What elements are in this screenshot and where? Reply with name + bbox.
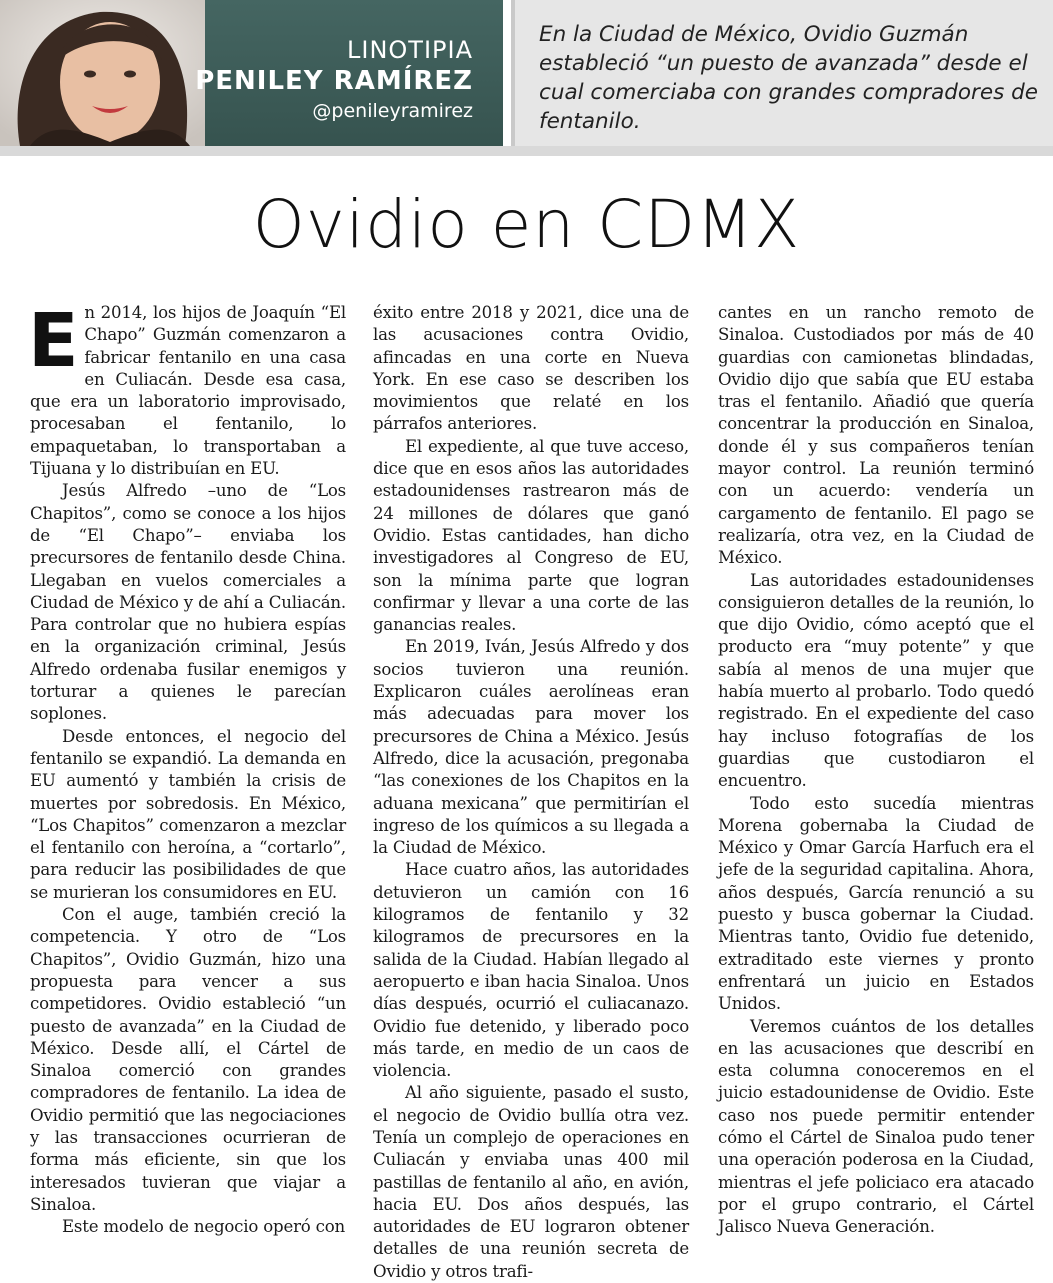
author-photo <box>0 0 205 146</box>
paragraph: Al año siguiente, pasado el susto, el negocio de Ovidio bullía otra vez. Tenía un complejo de operaciones en Culiacán y enviaba unas 400 mil pastillas de fentanilo al año, en avión, hacia EU. Dos años después, las autoridades de EU lograron obtener detalles de una reunión secreta de Ovidio y otros trafi- <box>373 1083 689 1281</box>
paragraph: El expediente, al que tuve acceso, dice que en esos años las autoridades estadounidenses rastrearon más de 24 millones de dólares que ganó Ovidio. Estas cantidades, han dicho investigadores al Congreso de EU, son la mínima parte que logran confirmar y llevar a una corte de las ganancias reales. <box>373 436 689 635</box>
paragraph: Veremos cuántos de los detalles en las acusaciones que describí en esta columna conoceremos en el juicio estadounidense de Ovidio. Este caso nos puede permitir entender cómo el Cártel de Sinaloa pudo tener una operación poderosa en la Ciudad, mientras el jefe policiaco era atacado por el grupo contrario, el Cártel Jalisco Nueva Generación. <box>718 1016 1034 1237</box>
teaser-text: En la Ciudad de México, Ovidio Guzmán estableció “un puesto de avanzada” desde el cual comerciaba con grandes compradores de fentanilo. <box>539 22 1039 134</box>
paragraph: éxito entre 2018 y 2021, dice una de las acusaciones contra Ovidio, afincadas en una corte en Nueva York. En ese caso se describen los movimientos que relaté en los párrafos anteriores. <box>373 303 689 434</box>
paragraph: Hace cuatro años, las autoridades detuvieron un camión con 16 kilogramos de fentanilo y 32 kilogramos de precursores en la salida de la Ciudad. Habían llegado al aeropuerto e iban hacia Sinaloa. Unos días después, ocurrió el culiacanazo. Ovidio fue detenido, y liberado poco más tarde, en medio de un caos de violencia. <box>373 860 689 1081</box>
paragraph: En 2019, Iván, Jesús Alfredo y dos socios tuvieron una reunión. Explicaron cuáles aerolíneas eran más adecuadas para mover los precursores de China a México. Jesús Alfredo, dice la acusación, pregonaba “las conexiones de los Chapitos en la aduana mexicana” que permitirían el ingreso de los químicos a su llegada a la Ciudad de México. <box>373 637 689 858</box>
paragraph: Este modelo de negocio operó con <box>62 1217 346 1237</box>
paragraph: cantes en un rancho remoto de Sinaloa. Custodiados por más de 40 guardias con camionetas blindadas, Ovidio dijo que sabía que EU estaba tras el fentanilo. Añadió que quería concentrar la producción en Sinaloa, donde él y sus compañeros tenían mayor control. La reunión terminó con un acuerdo: vendería un cargamento de fentanilo. El pago se realizaría, otra vez, en la Ciudad de México. <box>718 303 1034 568</box>
article-column-3 <box>718 302 1034 1238</box>
author-handle: @penileyramirez <box>312 100 473 122</box>
paragraph: En 2014, los hijos de Joaquín “El Chapo” Guzmán comenzaron a fabricar fentanilo en una casa en Culiacán. Desde esa casa, que era un laboratorio improvisado, procesaban el fentanilo, lo empaquetaban, lo transportaban a Tijuana y lo distribuían en EU. <box>28 298 346 479</box>
section-kicker: LINOTIPIA <box>347 36 473 64</box>
paragraph: Las autoridades estadounidenses consiguieron detalles de la reunión, lo que dijo Ovidio, cómo aceptó que el producto era “muy potente” y que sabía al menos de una mujer que había muerto al probarlo. Todo quedó registrado. En el expediente del caso hay incluso fotografías de los guardias que custodiaron el encuentro. <box>718 570 1034 791</box>
paragraph: Todo esto sucedía mientras Morena gobernaba la Ciudad de México y Omar García Harfuch era el jefe de la seguridad capitalina. Ahora, años después, García renunció a su puesto y busca gobernar la Ciudad. Mientras tanto, Ovidio fue detenido, extraditado este viernes y pronto enfrentará un juicio en Estados Unidos. <box>718 793 1034 1014</box>
paragraph: Con el auge, también creció la competencia. Y otro de “Los Chapitos”, Ovidio Guzmán, hizo una propuesta para vencer a sus competidores. Ovidio estableció “un puesto de avanzada” en la Ciudad de México. Desde allí, el Cártel de Sinaloa comerció con grandes compradores de fentanilo. La idea de Ovidio permitió que las negociaciones y las transacciones ocurrieran de forma más eficiente, sin que los interesados tuvieran que viajar a Sinaloa. <box>30 905 346 1214</box>
author-name: PENILEY RAMÍREZ <box>195 66 473 96</box>
article-column-1 <box>28 298 346 1238</box>
paragraph: Desde entonces, el negocio del fentanilo se expandió. La demanda en EU aumentó y también la crisis de muertes por sobredosis. En México, “Los Chapitos” comenzaron a mezclar el fentanilo con heroína, a “cortarlo”, para reducir las posibilidades de que se murieran los consumidores en EU. <box>30 726 346 902</box>
headline: Ovidio en CDMX <box>252 186 801 263</box>
header-rule <box>0 146 1053 156</box>
article-column-2 <box>373 302 689 1283</box>
drop-cap: E <box>28 298 79 384</box>
column-header <box>0 0 1053 146</box>
paragraph: Jesús Alfredo –uno de “Los Chapitos”, como se conoce a los hijos de “El Chapo”– enviaba los precursores de fentanilo desde China. Llegaban en vuelos comerciales a Ciudad de México y de ahí a Culiacán. Para controlar que no hubiera espías en la organización criminal, Jesús Alfredo ordenaba fusilar enemigos y torturar a quienes le parecían soplones. <box>30 481 346 724</box>
author-band <box>0 0 503 146</box>
teaser-box <box>511 0 1053 146</box>
